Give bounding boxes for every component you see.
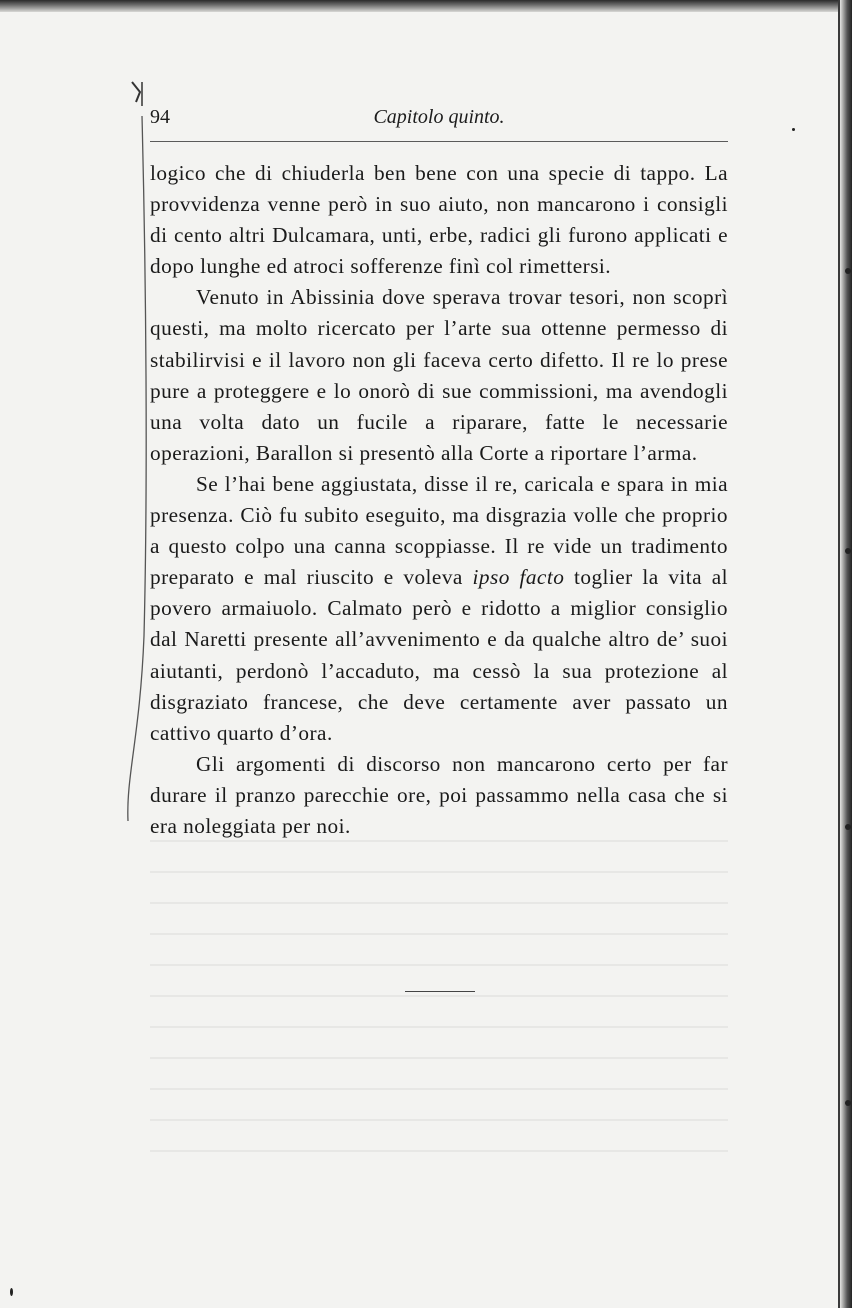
speck [845, 824, 851, 830]
page-number: 94 [150, 106, 170, 128]
speck [845, 548, 851, 554]
speck [845, 268, 851, 274]
header-rule [150, 141, 728, 142]
speck [845, 1100, 851, 1106]
scan-top-edge [0, 0, 852, 12]
section-end-rule [405, 991, 475, 992]
paragraph-3 [150, 469, 728, 749]
running-head: Capitolo quinto. [373, 106, 505, 128]
paragraph-1: logico che di chiuderla ben bene con una specie di tappo. La provvidenza venne però in suo aiuto, non mancarono i consigli di cento altri Dulcamara, unti, erbe, radici gli furono applicati e dopo lunghe ed atroci sofferenze finì col rimettersi. [150, 161, 728, 279]
show-through-text [150, 840, 728, 1160]
paragraph-3-text-a: Se l’hai bene aggiustata, disse il re, caricala e spara in mia presenza. Ciò fu subito eseguito, ma disgrazia volle che proprio a questo colpo una canna scoppiasse. Il re vide un tradimento preparato e mal riuscito e voleva [150, 471, 728, 590]
speck [792, 128, 795, 131]
page-header [150, 106, 728, 136]
scan-right-edge [840, 0, 852, 1308]
paragraph-3-latin-phrase: ipso facto [472, 565, 565, 590]
speck [10, 1288, 13, 1296]
paragraph-4: Gli argomenti di discorso non mancarono certo per far durare il pranzo parecchie ore, poi passammo nella casa che si era noleggiata per noi. [150, 751, 728, 838]
body-text [150, 158, 728, 842]
paragraph-2: Venuto in Abissinia dove sperava trovar tesori, non scoprì questi, ma molto ricercato per l’arte sua ottenne permesso di stabilirvisi e il lavoro non gli faceva certo difetto. Il re lo prese pure a proteggere e lo onorò di sue commissioni, ma avendogli una volta dato un fucile a riparare, fatte le necessarie operazioni, Barallon si presentò alla Corte a riportare l’arma. [150, 285, 728, 465]
paragraph-3-text-b: toglier la vita al povero armaiuolo. Calmato però e ridotto a miglior consiglio dal Naretti presente all’avvenimento e da qualche altro de’ suoi aiutanti, perdonò l’accaduto, ma cessò la sua protezione al disgraziato francese, che deve certamente aver passato un cattivo quarto d’ora. [150, 565, 728, 745]
